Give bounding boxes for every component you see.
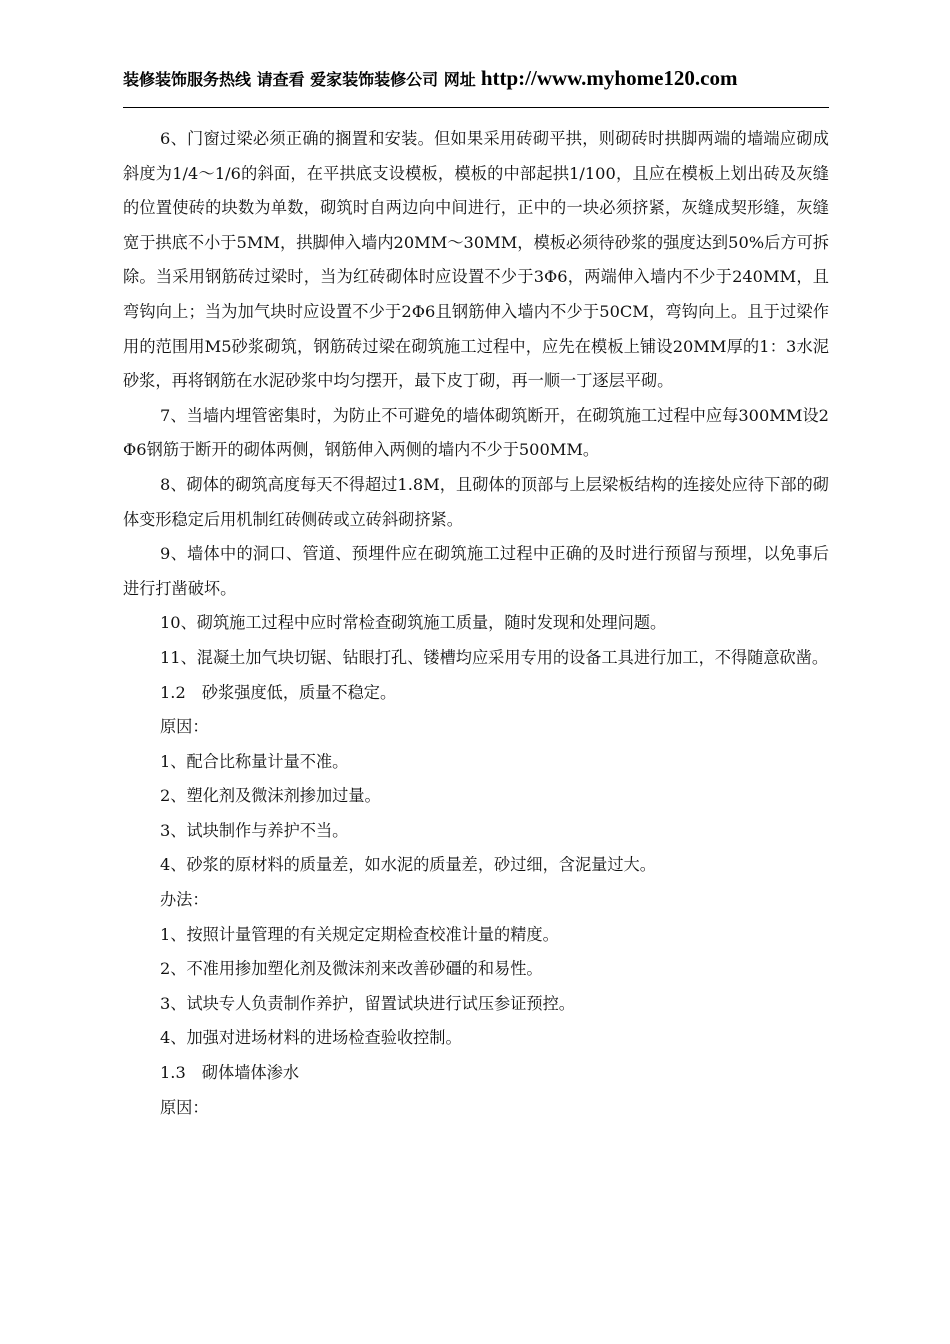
- header-label: 装修装饰服务热线 请查看 爱家装饰装修公司 网址: [123, 70, 476, 89]
- cause-item-1: 1、配合比称量计量不准。: [160, 751, 349, 771]
- measure-item-4: 4、加强对进场材料的进场检查验收控制。: [160, 1028, 462, 1048]
- paragraph-item-8: 8、砌体的砌筑高度每天不得超过1.8M，且砌体的顶部与上层梁板结构的连接处应待下部的砌体变形稳定后用机制红砖侧砖或立砖斜砌挤紧。: [123, 474, 829, 529]
- measures-label: 办法：: [160, 890, 209, 910]
- measure-item-3: 3、试块专人负责制作养护，留置试块进行试压参证预控。: [160, 993, 575, 1013]
- header-divider: [123, 107, 829, 108]
- cause-item-2: 2、塑化剂及微沫剂掺加过量。: [160, 786, 381, 806]
- section-heading-1-2: 1.2 砂浆强度低，质量不稳定。: [160, 682, 397, 702]
- cause-item-4: 4、砂浆的原材料的质量差，如水泥的质量差，砂过细，含泥量过大。: [160, 855, 656, 875]
- measure-item-1: 1、按照计量管理的有关规定定期检查校准计量的精度。: [160, 924, 559, 944]
- paragraph-item-10: 10、砌筑施工过程中应时常检查砌筑施工质量，随时发现和处理问题。: [160, 613, 667, 633]
- paragraph-item-6: 6、门窗过梁必须正确的搁置和安装。但如果采用砖砌平拱，则砌砖时拱脚两端的墙端应砌成斜度为1/4～1/6的斜面，在平拱底支设模板，模板的中部起拱1/100，且应在模板上划出砖及灰缝的位置使砖的块数为单数，砌筑时自两边向中间进行，正中的一块必须挤紧，灰缝成契形缝，灰缝宽于拱底不小于5MM，拱脚伸入墙内20MM～30MM，模板必须待砂浆的强度达到50%后方可拆除。当采用钢筋砖过梁时，当为红砖砌体时应设置不少于3Φ6，两端伸入墙内不少于240MM，且弯钩向上；当为加气块时应设置不少于2Φ6且钢筋伸入墙内不少于50CM，弯钩向上。且于过梁作用的范围用M5砂浆砌筑，钢筋砖过梁在砌筑施工过程中，应先在模板上铺设20MM厚的1：3水泥砂浆，再将钢筋在水泥砂浆中均匀摆开，最下皮丁砌，再一顺一丁逐层平砌。: [123, 129, 829, 391]
- document-body: [123, 122, 829, 1125]
- paragraph-item-11: 11、混凝土加气块切锯、钻眼打孔、镂槽均应采用专用的设备工具进行加工，不得随意砍凿。: [160, 647, 829, 667]
- section-heading-1-3: 1.3 砌体墙体渗水: [160, 1063, 300, 1083]
- measure-item-2: 2、不准用掺加塑化剂及微沫剂来改善砂礓的和易性。: [160, 959, 543, 979]
- paragraph-item-9: 9、墙体中的洞口、管道、预埋件应在砌筑施工过程中正确的及时进行预留与预埋，以免事后进行打凿破坏。: [123, 544, 829, 598]
- cause-item-3: 3、试块制作与养护不当。: [160, 820, 349, 840]
- header-url[interactable]: http://www.myhome120.com: [480, 66, 738, 90]
- paragraph-item-7: 7、当墙内埋管密集时，为防止不可避免的墙体砌筑断开，在砌筑施工过程中应每300MM设2Φ6钢筋于断开的砌体两侧，钢筋伸入两侧的墙内不少于500MM。: [123, 405, 829, 460]
- page-header: [123, 66, 829, 98]
- causes-label: 原因：: [160, 717, 209, 737]
- causes-label-2: 原因：: [160, 1097, 209, 1117]
